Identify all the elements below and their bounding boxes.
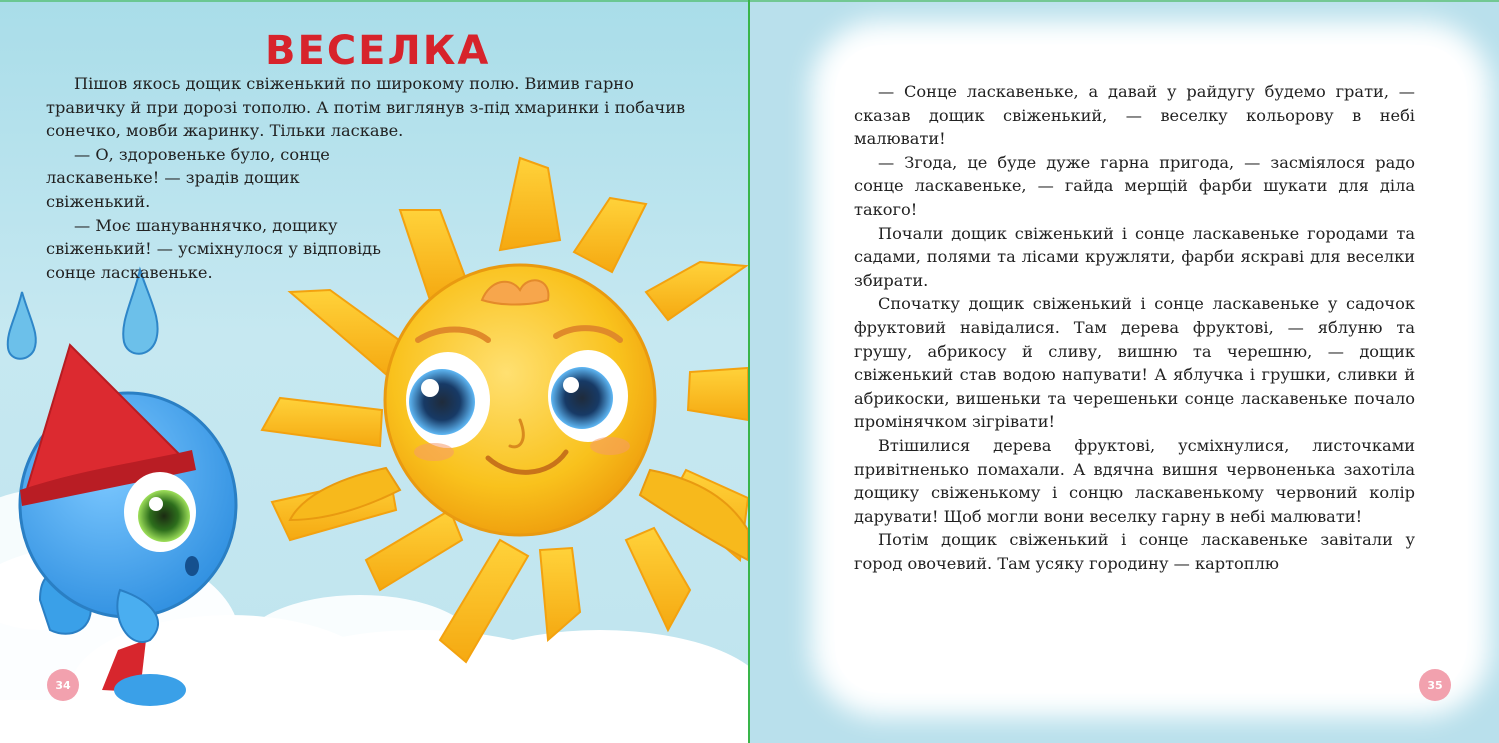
paragraph: — О, здоровеньке було, сонце ласкавеньке! — зрадів дощик свіженький. <box>46 144 330 211</box>
right-page-text <box>854 80 1415 575</box>
paragraph: Пішов якось дощик свіженький по широкому полю. Вимив гарно травичку й при дорозі тополю. А потім виглянув з-під хмаринки і побачив сонечко, мовби жаринку. Тільки ласкаве. <box>46 74 686 141</box>
book-spine <box>748 0 750 743</box>
paragraph: — Згода, це буде дуже гарна пригода, — засміялося радо сонце ласкавеньке, — гайда мерщій фарби шукати для діла такого! <box>854 152 1415 219</box>
page-number-left: 34 <box>47 669 79 701</box>
left-page-text <box>46 72 696 284</box>
paragraph: Потім дощик свіженький і сонце ласкавеньке завітали у город овочевий. Там усяку городину — картоплю <box>854 530 1415 573</box>
paragraph: Втішилися дерева фруктові, усміхнулися, листочками привітненько помахали. А вдячна вишня червоненька захотіла дощику свіженькому і сонцю ласкавенькому червоний колір дарувати! Щоб могли вони веселку гарну в небі малювати! <box>854 435 1415 526</box>
paragraph: — Сонце ласкавеньке, а давай у райдугу будемо грати, — сказав дощик свіженький, — веселку кольорову в небі малювати! <box>854 82 1415 149</box>
page-number-right: 35 <box>1419 669 1451 701</box>
paragraph: Спочатку дощик свіженький і сонце ласкавеньке у садочок фруктовий навідалися. Там дерева фруктові, — яблуню та грушу, абрикосу й сливу, вишню та черешню, — дощик свіженький став водою напувати! А яблучка і грушки, сливки й абрикоски, вишеньки та черешеньки сонце ласкавеньке почало промінячком зігрівати! <box>854 294 1415 432</box>
story-title: ВЕСЕЛКА <box>265 28 491 74</box>
paragraph: Почали дощик свіженький і сонце ласкавеньке городами та садами, полями та лісами кружляти, фарби яскраві для веселки збирати. <box>854 223 1415 290</box>
top-edge-line <box>0 0 1499 2</box>
right-page <box>750 0 1499 743</box>
left-page <box>0 0 749 743</box>
paragraph: — Моє шануваннячко, дощику свіженький! — усміхнулося у відповідь сонце ласкавеньке. <box>46 215 381 282</box>
